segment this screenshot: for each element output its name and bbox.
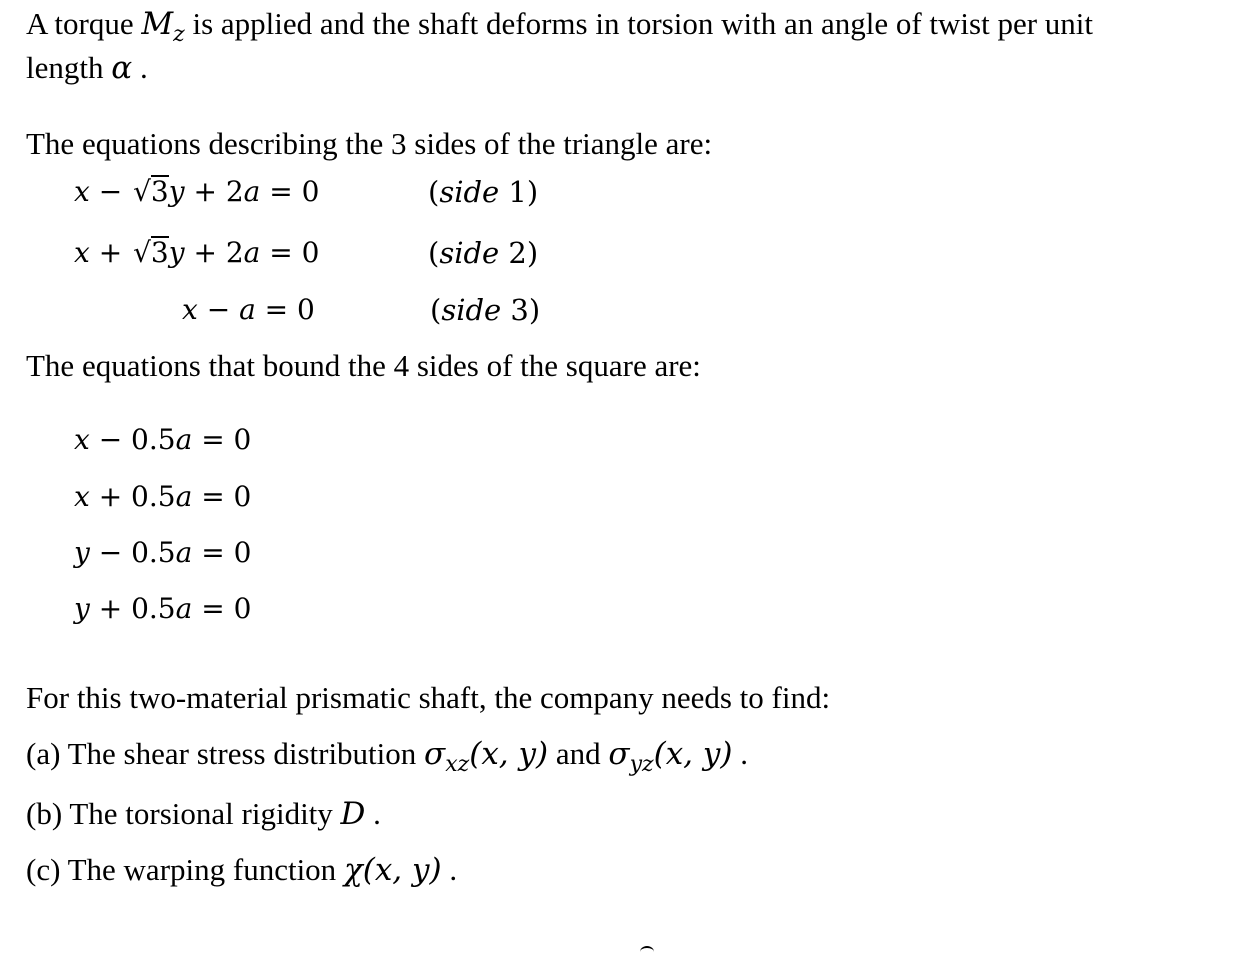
eq-var: y: [74, 592, 90, 625]
eq-lhs: x −: [74, 175, 132, 208]
chi-symbol: χ: [343, 852, 363, 888]
eq-rhs: = 0: [260, 236, 320, 269]
side-word: side: [439, 175, 500, 209]
eq-var-a: a: [175, 423, 193, 456]
intro-period: .: [132, 50, 148, 85]
eq-op: − 0.5: [89, 423, 176, 456]
sqrt-symbol: √3: [133, 236, 169, 269]
eq-var-a: a: [239, 293, 256, 326]
eq-var-y: y: [168, 236, 185, 269]
task-a: [26, 732, 748, 787]
eq-op: + 0.5: [89, 480, 176, 513]
eq-var: x: [74, 480, 90, 513]
cropped-glyph: [640, 946, 654, 958]
eq-var-a: a: [175, 536, 193, 569]
eq-op: + 0.5: [89, 592, 176, 625]
task-a-text: (a) The shear stress distribution: [26, 736, 425, 771]
paren-open: (: [428, 175, 440, 209]
square-equation-4: [74, 591, 251, 627]
side-number: 3): [501, 293, 541, 327]
sqrt-symbol: √3: [133, 175, 169, 208]
eq-lhs: x −: [182, 293, 240, 326]
sigma-subscript-xz: xz: [445, 752, 470, 777]
eq-plus: + 2: [184, 175, 244, 208]
rigidity-symbol: D: [340, 796, 366, 832]
eq-rhs: = 0: [192, 480, 252, 513]
square-equation-3: [74, 535, 251, 571]
side-word: side: [441, 293, 502, 327]
torque-symbol: M: [141, 6, 174, 42]
task-c-end: .: [441, 852, 458, 887]
triangle-heading: The equations describing the 3 sides of the triangle are:: [26, 126, 713, 161]
sigma-subscript-yz: yz: [629, 752, 654, 777]
function-args: (x, y): [653, 736, 733, 772]
square-equation-2: [74, 479, 251, 515]
triangle-equation-2: [74, 235, 319, 271]
tasks-heading: For this two-material prismatic shaft, the company needs to find:: [26, 680, 831, 715]
eq-var-a: a: [175, 480, 193, 513]
eq-var-a: a: [243, 236, 261, 269]
eq-var-a: a: [175, 592, 193, 625]
task-b-text: (b) The torsional rigidity: [26, 796, 341, 831]
eq-var: y: [74, 536, 90, 569]
triangle-equation-3: [182, 292, 315, 328]
side-2-label: [428, 235, 538, 271]
paren-open: (: [428, 236, 440, 270]
task-b: [26, 792, 381, 836]
eq-rhs: = 0: [255, 293, 315, 326]
side-word: side: [439, 236, 500, 270]
side-1-label: [428, 174, 538, 210]
and-word: and: [548, 736, 609, 771]
alpha-symbol: α: [111, 50, 133, 86]
task-a-end: .: [732, 736, 748, 771]
eq-var-a: a: [243, 175, 261, 208]
sqrt-radicand: 3: [150, 175, 169, 208]
eq-lhs: x +: [74, 236, 132, 269]
eq-var-y: y: [168, 175, 185, 208]
eq-rhs: = 0: [192, 536, 252, 569]
eq-rhs: = 0: [192, 592, 252, 625]
function-args: (x, y): [362, 852, 442, 888]
eq-op: − 0.5: [89, 536, 176, 569]
triangle-equation-1: [74, 174, 319, 210]
eq-rhs: = 0: [260, 175, 320, 208]
eq-var: x: [74, 423, 90, 456]
function-args: (x, y): [469, 736, 549, 772]
torque-subscript: z: [173, 22, 185, 47]
paren-open: (: [430, 293, 442, 327]
intro-line-2: [26, 46, 148, 90]
side-number: 1): [499, 175, 539, 209]
eq-plus: + 2: [184, 236, 244, 269]
intro-text: A torque: [26, 6, 142, 41]
sqrt-radicand: 3: [150, 236, 169, 269]
task-b-end: .: [365, 796, 381, 831]
intro-line-1: [26, 2, 1093, 57]
sigma-symbol: σ: [424, 736, 446, 772]
intro-length: length: [26, 50, 112, 85]
sigma-symbol: σ: [608, 736, 630, 772]
side-number: 2): [499, 236, 539, 270]
square-equation-1: [74, 422, 251, 458]
intro-text-cont: is applied and the shaft deforms in torsion with an angle of twist per unit: [184, 6, 1094, 41]
square-heading: The equations that bound the 4 sides of the square are:: [26, 348, 701, 383]
task-c-text: (c) The warping function: [26, 852, 344, 887]
eq-rhs: = 0: [192, 423, 252, 456]
side-3-label: [430, 292, 540, 328]
task-c: [26, 848, 457, 892]
